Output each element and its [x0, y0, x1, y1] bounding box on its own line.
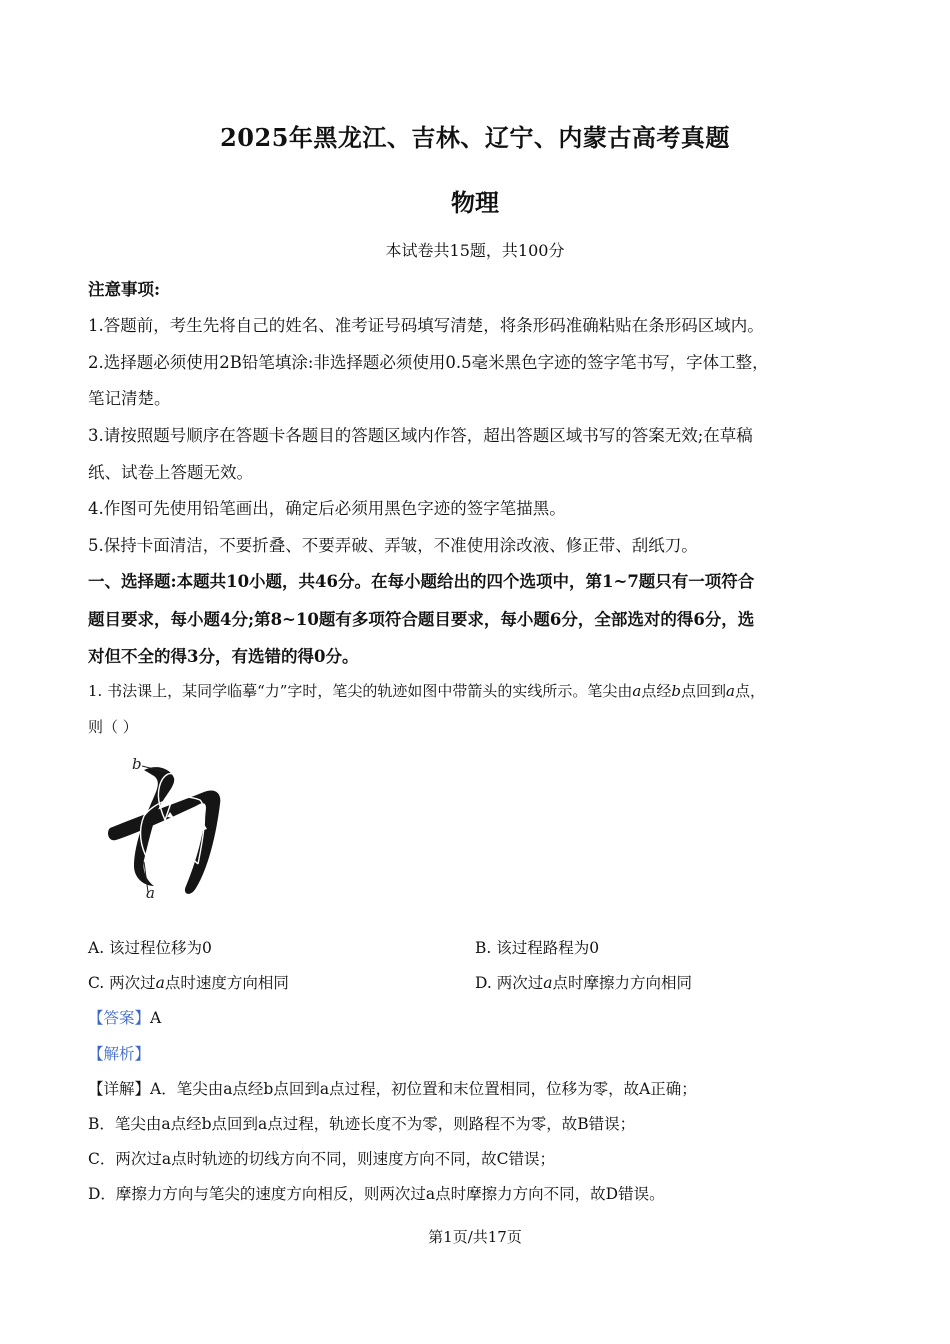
option-text: 点时速度方向相同: [164, 974, 289, 992]
var-b: b: [671, 682, 681, 700]
section1-line-2: 题目要求，每小题4分;第8~10题有多项符合题目要求，每小题6分，全部选对的得6分，选: [88, 610, 755, 629]
option-c: [88, 971, 289, 993]
answer-tag: 【答案】: [88, 1009, 151, 1027]
figure-label-b: b: [132, 755, 142, 773]
option-a: A. 该过程位移为0: [88, 939, 212, 957]
notice-item-1: 1.答题前，考生先将自己的姓名、准考证号码填写清楚，将条形码准确粘贴在条形码区域内。: [88, 316, 764, 335]
answer-value: A: [150, 1009, 162, 1027]
option-text: 点时摩擦力方向相同: [552, 974, 692, 992]
figure-label-a: a: [146, 884, 155, 902]
analysis-tag: 【解析】: [88, 1045, 151, 1063]
notice-item-3-cont: 纸、试卷上答题无效。: [88, 463, 253, 482]
page-number: 第1页/共17页: [428, 1228, 522, 1246]
var-a: a: [632, 682, 642, 700]
detail-b: B．笔尖由a点经b点回到a点过程，轨迹长度不为零，则路程不为零，故B错误；: [88, 1115, 636, 1133]
stem-part: 点经: [641, 682, 672, 700]
option-text: D. 两次过: [475, 974, 544, 992]
detail-a: 【详解】A．笔尖由a点经b点回到a点过程，初位置和末位置相同，位移为零，故A正确；: [88, 1080, 697, 1098]
question1-stem: [88, 680, 878, 701]
notice-item-5: 5.保持卡面清洁，不要折叠、不要弄破、弄皱，不准使用涂改液、修正带、刮纸刀。: [88, 536, 698, 555]
option-text: C. 两次过: [88, 974, 156, 992]
notice-item-2: 2.选择题必须使用2B铅笔填涂:非选择题必须使用0.5毫米黑色字迹的签字笔书写，字体工整，: [88, 353, 769, 372]
calligraphy-figure: [104, 752, 230, 902]
notice-item-2-cont: 笔记清楚。: [88, 389, 171, 408]
stem-part: 1. 书法课上，某同学临摹“力”字时，笔尖的轨迹如图中带箭头的实线所示。笔尖由: [88, 682, 633, 700]
notice-heading: 注意事项:: [88, 280, 161, 299]
var-a: a: [726, 682, 735, 700]
exam-title: 2025年黑龙江、吉林、辽宁、内蒙古高考真题: [220, 123, 730, 152]
option-b: B. 该过程路程为0: [475, 939, 600, 957]
option-d: [475, 971, 692, 993]
stem-part: 点回到: [681, 682, 727, 700]
section1-line-1: 一、选择题:本题共10小题，共46分。在每小题给出的四个选项中，第1~7题只有一项符合: [88, 572, 755, 591]
notice-item-3: 3.请按照题号顺序在答题卡各题目的答题区域内作答，超出答题区域书写的答案无效;在草稿: [88, 426, 753, 445]
detail-c: C．两次过a点时轨迹的切线方向不同，则速度方向不同，故C错误；: [88, 1150, 555, 1168]
exam-subject: 物理: [451, 188, 499, 217]
stem-part: 点，: [734, 682, 765, 700]
detail-d: D．摩擦力方向与笔尖的速度方向相反，则两次过a点时摩擦力方向不同，故D错误。: [88, 1185, 665, 1203]
answer-line: [88, 1006, 161, 1028]
section1-line-3: 对但不全的得3分，有选错的得0分。: [88, 647, 359, 666]
exam-info: 本试卷共15题，共100分: [385, 241, 565, 260]
var-a: a: [155, 974, 165, 992]
question1-stem-cont: 则（ ）: [88, 718, 138, 736]
var-a: a: [543, 974, 553, 992]
notice-item-4: 4.作图可先使用铅笔画出，确定后必须用黑色字迹的签字笔描黑。: [88, 499, 566, 518]
